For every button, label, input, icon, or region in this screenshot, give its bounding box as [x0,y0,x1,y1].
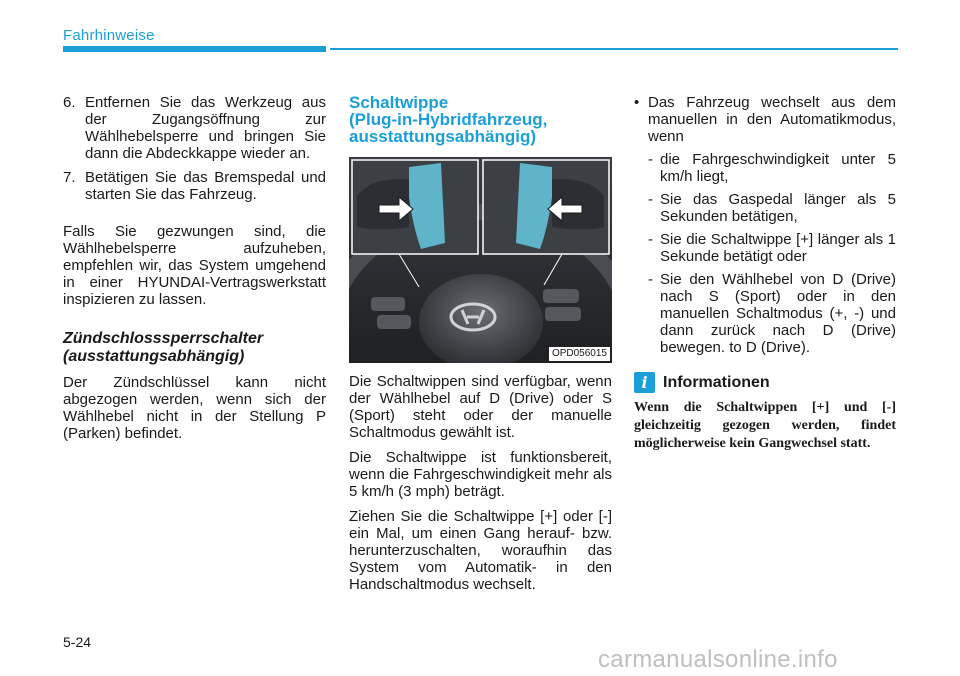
body-paragraph: Der Zündschlüssel kann nicht abgezogen werden, wenn sich der Wählhebel nicht in der Stellung P (Parken) befindet. [63,374,326,442]
dash-text: Sie die Schaltwippe [+] länger als 1 Sekunde betätigt oder [660,231,896,265]
step-text: Betätigen Sie das Bremspedal und starten Sie das Fahrzeug. [85,169,326,203]
dash-item [648,231,896,265]
watermark: carmanualsonline.info [598,646,838,673]
header-rule-thin [330,48,898,50]
heading-line: ausstattungsabhängig) [349,127,537,146]
dash-mark: - [648,191,653,208]
dash-text: Sie das Gaspedal länger als 5 Sekunden betätigen, [660,191,896,225]
subhead-line: Zündschlosssperrschalter [63,330,264,347]
heading-line: (Plug-in-Hybridfahrzeug, [349,110,548,129]
bullet-mark: • [634,94,640,111]
dash-item [648,191,896,225]
header-rule-thick [63,46,326,52]
step-item [63,169,326,203]
dash-item [648,151,896,185]
section-title: Fahrhinweise [63,27,155,44]
info-heading [634,372,896,393]
column-right [634,94,896,461]
body-paragraph: Die Schaltwippe ist funktionsbereit, wenn die Fahrgeschwindigkeit mehr als 5 km/h (3 mph) beträgt. [349,449,612,500]
dash-mark: - [648,271,653,288]
paddle-shifter-heading [349,94,612,145]
step-item [63,94,326,162]
subhead-line: (ausstattungsabhängig) [63,348,245,365]
dash-text: Sie den Wählhebel von D (Drive) nach S (Sport) oder in den manuellen Schaltmodus (+, -) und dann zurück nach D (Drive) bewegen. to D (Drive). [660,271,896,356]
figure-label: OPD056015 [549,347,610,361]
dash-item [648,271,896,356]
body-paragraph: Falls Sie gezwungen sind, die Wählhebelsperre aufzuheben, empfehlen wir, das System umgehend in einer HYUNDAI-Vertragswerkstatt inspizieren zu lassen. [63,223,326,308]
dash-text: die Fahrgeschwindigkeit unter 5 km/h liegt, [660,151,896,185]
ignition-lock-heading [63,330,326,366]
dash-mark: - [648,151,653,168]
info-text: Wenn die Schaltwippen [+] und [-] gleichzeitig gezogen werden, findet möglicherweise kein Gangwechsel statt. [634,400,896,451]
dash-mark: - [648,231,653,248]
info-heading-text: Informationen [663,374,770,391]
column-middle [349,94,612,601]
info-icon: i [634,372,655,393]
step-number: 6. [63,94,76,111]
heading-line: Schaltwippe [349,93,449,112]
steering-wheel-figure [349,157,612,363]
page-number: 5-24 [63,634,92,650]
step-number: 7. [63,169,76,186]
steering-wheel-illustration [349,157,612,363]
bullet-item [634,94,896,145]
body-paragraph: Die Schaltwippen sind verfügbar, wenn der Wählhebel auf D (Drive) oder S (Sport) steht oder der manuelle Schaltmodus gewählt ist. [349,373,612,441]
column-left [63,94,326,450]
step-text: Entfernen Sie das Werkzeug aus der Zugangsöffnung zur Wählhebelsperre und bringen Sie dann die Abdeckkappe wieder an. [85,94,326,162]
body-paragraph: Ziehen Sie die Schaltwippe [+] oder [-] ein Mal, um einen Gang herauf- bzw. herunterzuschalten, woraufhin das System vom Automatik- in den Handschaltmodus wechselt. [349,508,612,593]
bullet-text: Das Fahrzeug wechselt aus dem manuellen in den Automatikmodus, wenn [648,94,896,145]
